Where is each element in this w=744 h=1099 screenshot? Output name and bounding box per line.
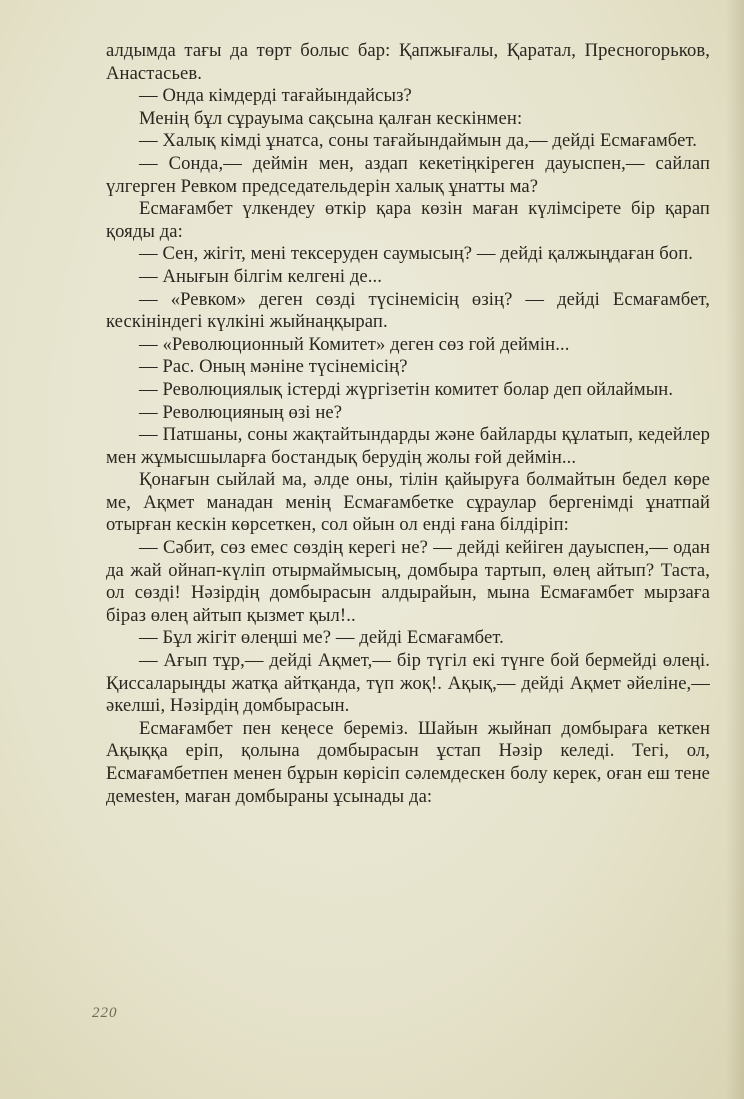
paragraph: Менің бұл сұрауыма сақсына қалған кескінмен:	[139, 107, 523, 129]
paragraph: Есмағамбет үлкендеу өткір қара көзін маған күлімсірете бір қарап қояды да:	[106, 198, 710, 242]
paragraph: — Халық кімді ұнатса, соны тағайындаймын да,— дейді Есмағамбет.	[139, 130, 698, 152]
paragraph: Қонағын сыйлай ма, әлде оны, тілін қайыруға болмайтын бедел көре ме, Ақмет манадан менің Есмағамбетке сұраулар бергенімді ұнатпай отырған кескін көрсеткен, сол ойын ол енді ғана білдіріп:	[106, 469, 710, 536]
paragraph: — Революцияның өзі не?	[139, 401, 343, 423]
page-edge-shadow	[726, 0, 744, 1099]
paragraph: алдымда тағы да төрт болыс бар: Қапжығалы, Қаратал, Пресногорьков, Анастасьев.	[106, 40, 710, 84]
paragraph: — Онда кімдерді тағайындайсыз?	[139, 85, 412, 107]
paragraph: — «Революционный Комитет» деген сөз гой деймін...	[139, 333, 570, 355]
paragraph: — Патшаны, соны жақтайтындарды және байларды құлатып, кедейлер мен жұмысшыларға бостандық берудің жолы ғой деймін...	[106, 424, 710, 468]
paragraph: — Рас. Оның мәніне түсінемісің?	[139, 356, 408, 378]
paragraph: Есмағамбет пен кеңесе береміз. Шайын жыйнап домбыраға кеткен Ақыққа еріп, қолына домбырасын ұстап Нәзір келеді. Тегі, ол, Есмағамбетпен менен бұрын көрісіп сәлемдескен болу керек, оған еш тене демestен, маған домбыраны ұсынады да:	[106, 717, 710, 807]
paragraph: — Сен, жігіт, мені тексеруден саумысың? — дейді қалжыңдаған боп.	[139, 243, 693, 265]
paragraph: — Революциялық істерді жүргізетін комитет болар деп ойлаймын.	[139, 378, 674, 400]
paragraph: — Сонда,— деймін мен, аздап кекетіңкіреген дауыспен,— сайлап үлгерген Ревком председательдерін халық ұнатты ма?	[106, 152, 710, 197]
paragraph: — Анығын білгім келгені де...	[139, 265, 383, 287]
page-text-column	[106, 40, 710, 808]
paragraph: — Бұл жігіт өлеңші ме? — дейді Есмағамбет.	[139, 627, 504, 649]
paragraph: — Ағып тұр,— дейді Ақмет,— бір түгіл екі түнге бой бермейді өлеңі. Қиссаларыңды жатқа айтқанда, түп жоқ!. Ақық,— дейді Ақмет әйеліне,— әкелші, Нәзірдің домбырасын.	[106, 650, 710, 717]
page-number: 220	[92, 1005, 118, 1021]
paragraph: — Сәбит, сөз емес сөздің керегі не? — дейді кейіген дауыспен,— одан да жай ойнап-күліп отырмаймысың, домбыра тартып, өлең айтып? Таста, ол сөзді! Нәзірдің домбырасын алдырайын, мына Есмағамбет мырзаға біраз өлең айтып қызмет қыл!..	[106, 537, 710, 626]
paragraph: — «Ревком» деген сөзді түсінемісің өзің? — дейді Есмағамбет, кескініндегі күлкіні жыйнаңқырап.	[106, 288, 710, 333]
